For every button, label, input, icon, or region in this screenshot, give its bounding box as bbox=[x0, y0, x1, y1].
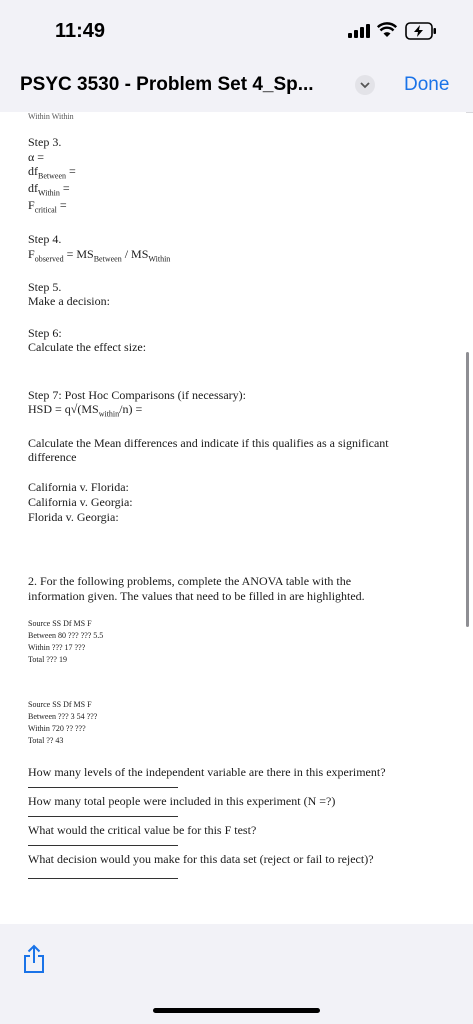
home-indicator[interactable] bbox=[153, 1008, 320, 1013]
question2-line-1: 2. For the following problems, complete the ANOVA table with the bbox=[28, 574, 352, 588]
comparison-ca-fl: California v. Florida: bbox=[28, 480, 129, 494]
table2-row: Total ?? 43 bbox=[28, 736, 64, 745]
answer-line bbox=[28, 878, 178, 879]
bottom-toolbar bbox=[0, 924, 473, 1024]
question-total-people: How many total people were included in this experiment (N =?) bbox=[28, 794, 336, 808]
document-page bbox=[0, 112, 466, 924]
step3-title: Step 3. bbox=[28, 135, 62, 149]
answer-line bbox=[28, 787, 178, 788]
table2-row: Source SS Df MS F bbox=[28, 700, 92, 709]
document-title[interactable]: PSYC 3530 - Problem Set 4_Sp... bbox=[20, 74, 314, 95]
table2-row: Within 720 ?? ??? bbox=[28, 724, 86, 733]
title-menu-button[interactable] bbox=[355, 75, 375, 95]
battery-charging-icon bbox=[405, 22, 437, 40]
chevron-down-icon bbox=[355, 75, 375, 95]
question-critical-value: What would the critical value be for this F test? bbox=[28, 823, 257, 837]
step7-title: Step 7: Post Hoc Comparisons (if necessary): bbox=[28, 388, 246, 402]
wifi-icon bbox=[377, 22, 397, 38]
question-decision: What decision would you make for this data set (reject or fail to reject)? bbox=[28, 852, 374, 866]
step4-title: Step 4. bbox=[28, 232, 62, 246]
comparison-fl-ga: Florida v. Georgia: bbox=[28, 510, 119, 524]
step6-title: Step 6: bbox=[28, 326, 62, 340]
comparison-ca-ga: California v. Georgia: bbox=[28, 495, 133, 509]
cut-off-text: Within Within bbox=[28, 112, 74, 121]
scrollbar[interactable] bbox=[466, 352, 469, 627]
question-levels: How many levels of the independent variable are there in this experiment? bbox=[28, 765, 386, 779]
answer-line bbox=[28, 845, 178, 846]
table1-row: Total ??? 19 bbox=[28, 655, 67, 664]
navigation-bar bbox=[0, 60, 473, 113]
table1-row: Source SS Df MS F bbox=[28, 619, 92, 628]
step5-text: Make a decision: bbox=[28, 294, 110, 308]
df-between-label: $df_{Between}$ = bbox=[28, 164, 76, 181]
share-icon[interactable] bbox=[21, 944, 47, 974]
f-observed-formula: $F_{observed} = MS_{Between} / MS_{Within}$ bbox=[28, 247, 171, 264]
done-button[interactable]: Done bbox=[404, 74, 450, 95]
table1-row: Between 80 ??? ??? 5.5 bbox=[28, 631, 104, 640]
table2-row: Between ??? 3 54 ??? bbox=[28, 712, 98, 721]
df-within-label: $df_{Within}$ = bbox=[28, 181, 70, 198]
alpha-label: α = bbox=[28, 150, 45, 164]
cellular-signal-icon bbox=[348, 24, 370, 38]
hsd-formula: HSD = $q√(MS_{within}/n)$ = bbox=[28, 402, 143, 419]
step6-text: Calculate the effect size: bbox=[28, 340, 147, 354]
step5-title: Step 5. bbox=[28, 280, 62, 294]
table1-row: Within ??? 17 ??? bbox=[28, 643, 86, 652]
f-critical-label: $F_{critical}$ = bbox=[28, 198, 67, 215]
question2-line-2: information given. The values that need to be filled in are highlighted. bbox=[28, 589, 365, 603]
mean-diff-line-1: Calculate the Mean differences and indicate if this qualifies as a significant bbox=[28, 436, 389, 450]
clock: 11:49 bbox=[55, 20, 106, 42]
mean-diff-line-2: difference bbox=[28, 450, 77, 464]
answer-line bbox=[28, 816, 178, 817]
status-bar bbox=[0, 0, 473, 60]
